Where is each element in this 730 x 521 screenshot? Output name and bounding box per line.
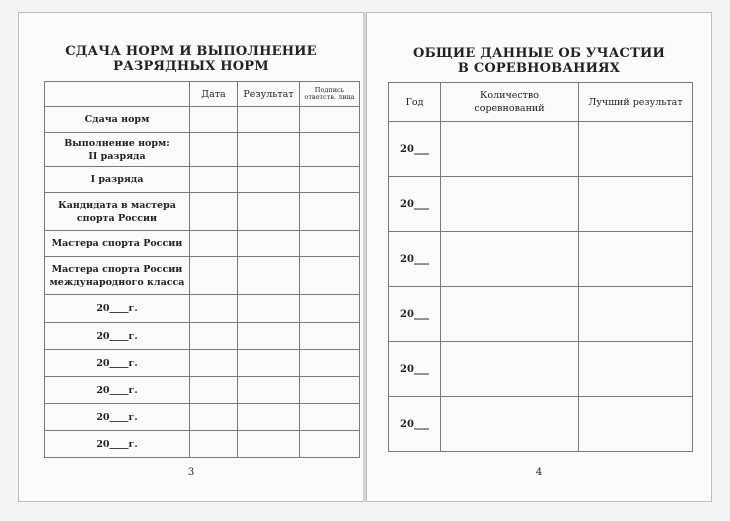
date-cell [190,431,238,458]
table-row [389,287,693,342]
row-label: Сдача норм [45,107,190,133]
result-cell [238,231,300,257]
signature-cell [300,295,360,323]
header-signature: Подпись ответств. лица [300,82,360,107]
table-row [389,397,693,452]
signature-cell [300,193,360,231]
result-cell [238,133,300,167]
table-row [389,232,693,287]
year-cell: 20___ [389,232,441,287]
header-year: Год [389,83,441,122]
left-title-line2: РАЗРЯДНЫХ НОРМ [113,59,269,74]
date-cell [190,257,238,295]
date-cell [190,193,238,231]
table-row [45,431,360,458]
year-cell: 20___ [389,342,441,397]
norms-table [44,81,360,458]
signature-cell [300,133,360,167]
result-cell [238,323,300,350]
signature-cell [300,323,360,350]
row-label: Мастера спорта России [45,231,190,257]
row-label: Мастера спорта России международного класса [45,257,190,295]
date-cell [190,295,238,323]
year-cell: 20___ [389,287,441,342]
year-cell: 20___ [389,397,441,452]
result-cell [238,193,300,231]
left-page [18,12,364,502]
table-row [45,193,360,231]
result-cell [238,295,300,323]
page-number-left: 3 [187,467,195,478]
table-row [45,231,360,257]
date-cell [190,377,238,404]
result-cell [238,107,300,133]
best-result-cell [579,287,693,342]
year-cell: 20___ [389,177,441,232]
competition-count-cell [441,287,579,342]
competition-count-cell [441,122,579,177]
best-result-cell [579,342,693,397]
result-cell [238,257,300,295]
competitions-table [388,82,693,452]
signature-cell [300,377,360,404]
date-cell [190,231,238,257]
competition-count-cell [441,177,579,232]
signature-cell [300,431,360,458]
competitions-table-header [389,83,693,122]
row-label: 20____г. [45,377,190,404]
signature-cell [300,107,360,133]
table-row [45,377,360,404]
header-best-result: Лучший результат [579,83,693,122]
row-label: 20____г. [45,295,190,323]
table-row [45,295,360,323]
table-row [389,122,693,177]
right-title-line1: ОБЩИЕ ДАННЫЕ ОБ УЧАСТИИ [413,46,665,61]
row-label: Кандидата в мастера спорта России [45,193,190,231]
date-cell [190,350,238,377]
right-page [366,12,712,502]
right-title-line2: В СОРЕВНОВАНИЯХ [457,61,621,76]
best-result-cell [579,397,693,452]
result-cell [238,404,300,431]
row-label: 20____г. [45,404,190,431]
result-cell [238,350,300,377]
row-label: 20____г. [45,350,190,377]
left-page-title [19,44,363,74]
table-row [45,404,360,431]
norms-table-header [45,82,360,107]
table-row [45,257,360,295]
table-row [45,323,360,350]
left-title-line1: СДАЧА НОРМ И ВЫПОЛНЕНИЕ [65,44,317,59]
table-row [45,133,360,167]
header-competition-count: Количество соревнований [441,83,579,122]
signature-cell [300,231,360,257]
competition-count-cell [441,232,579,287]
date-cell [190,107,238,133]
table-row [45,350,360,377]
competition-count-cell [441,397,579,452]
signature-cell [300,350,360,377]
header-date: Дата [190,82,238,107]
signature-cell [300,257,360,295]
table-row [45,107,360,133]
year-cell: 20___ [389,122,441,177]
result-cell [238,167,300,193]
header-result: Результат [238,82,300,107]
right-page-title [367,46,711,76]
signature-cell [300,404,360,431]
signature-cell [300,167,360,193]
result-cell [238,377,300,404]
best-result-cell [579,122,693,177]
result-cell [238,431,300,458]
competition-count-cell [441,342,579,397]
date-cell [190,404,238,431]
row-label: 20____г. [45,431,190,458]
date-cell [190,167,238,193]
table-row [389,342,693,397]
row-label: Выполнение норм: II разряда [45,133,190,167]
table-row [45,167,360,193]
date-cell [190,323,238,350]
best-result-cell [579,177,693,232]
page-number-right: 4 [535,467,543,478]
header-cell-blank [45,82,190,107]
date-cell [190,133,238,167]
best-result-cell [579,232,693,287]
table-row [389,177,693,232]
row-label: 20____г. [45,323,190,350]
row-label: I разряда [45,167,190,193]
